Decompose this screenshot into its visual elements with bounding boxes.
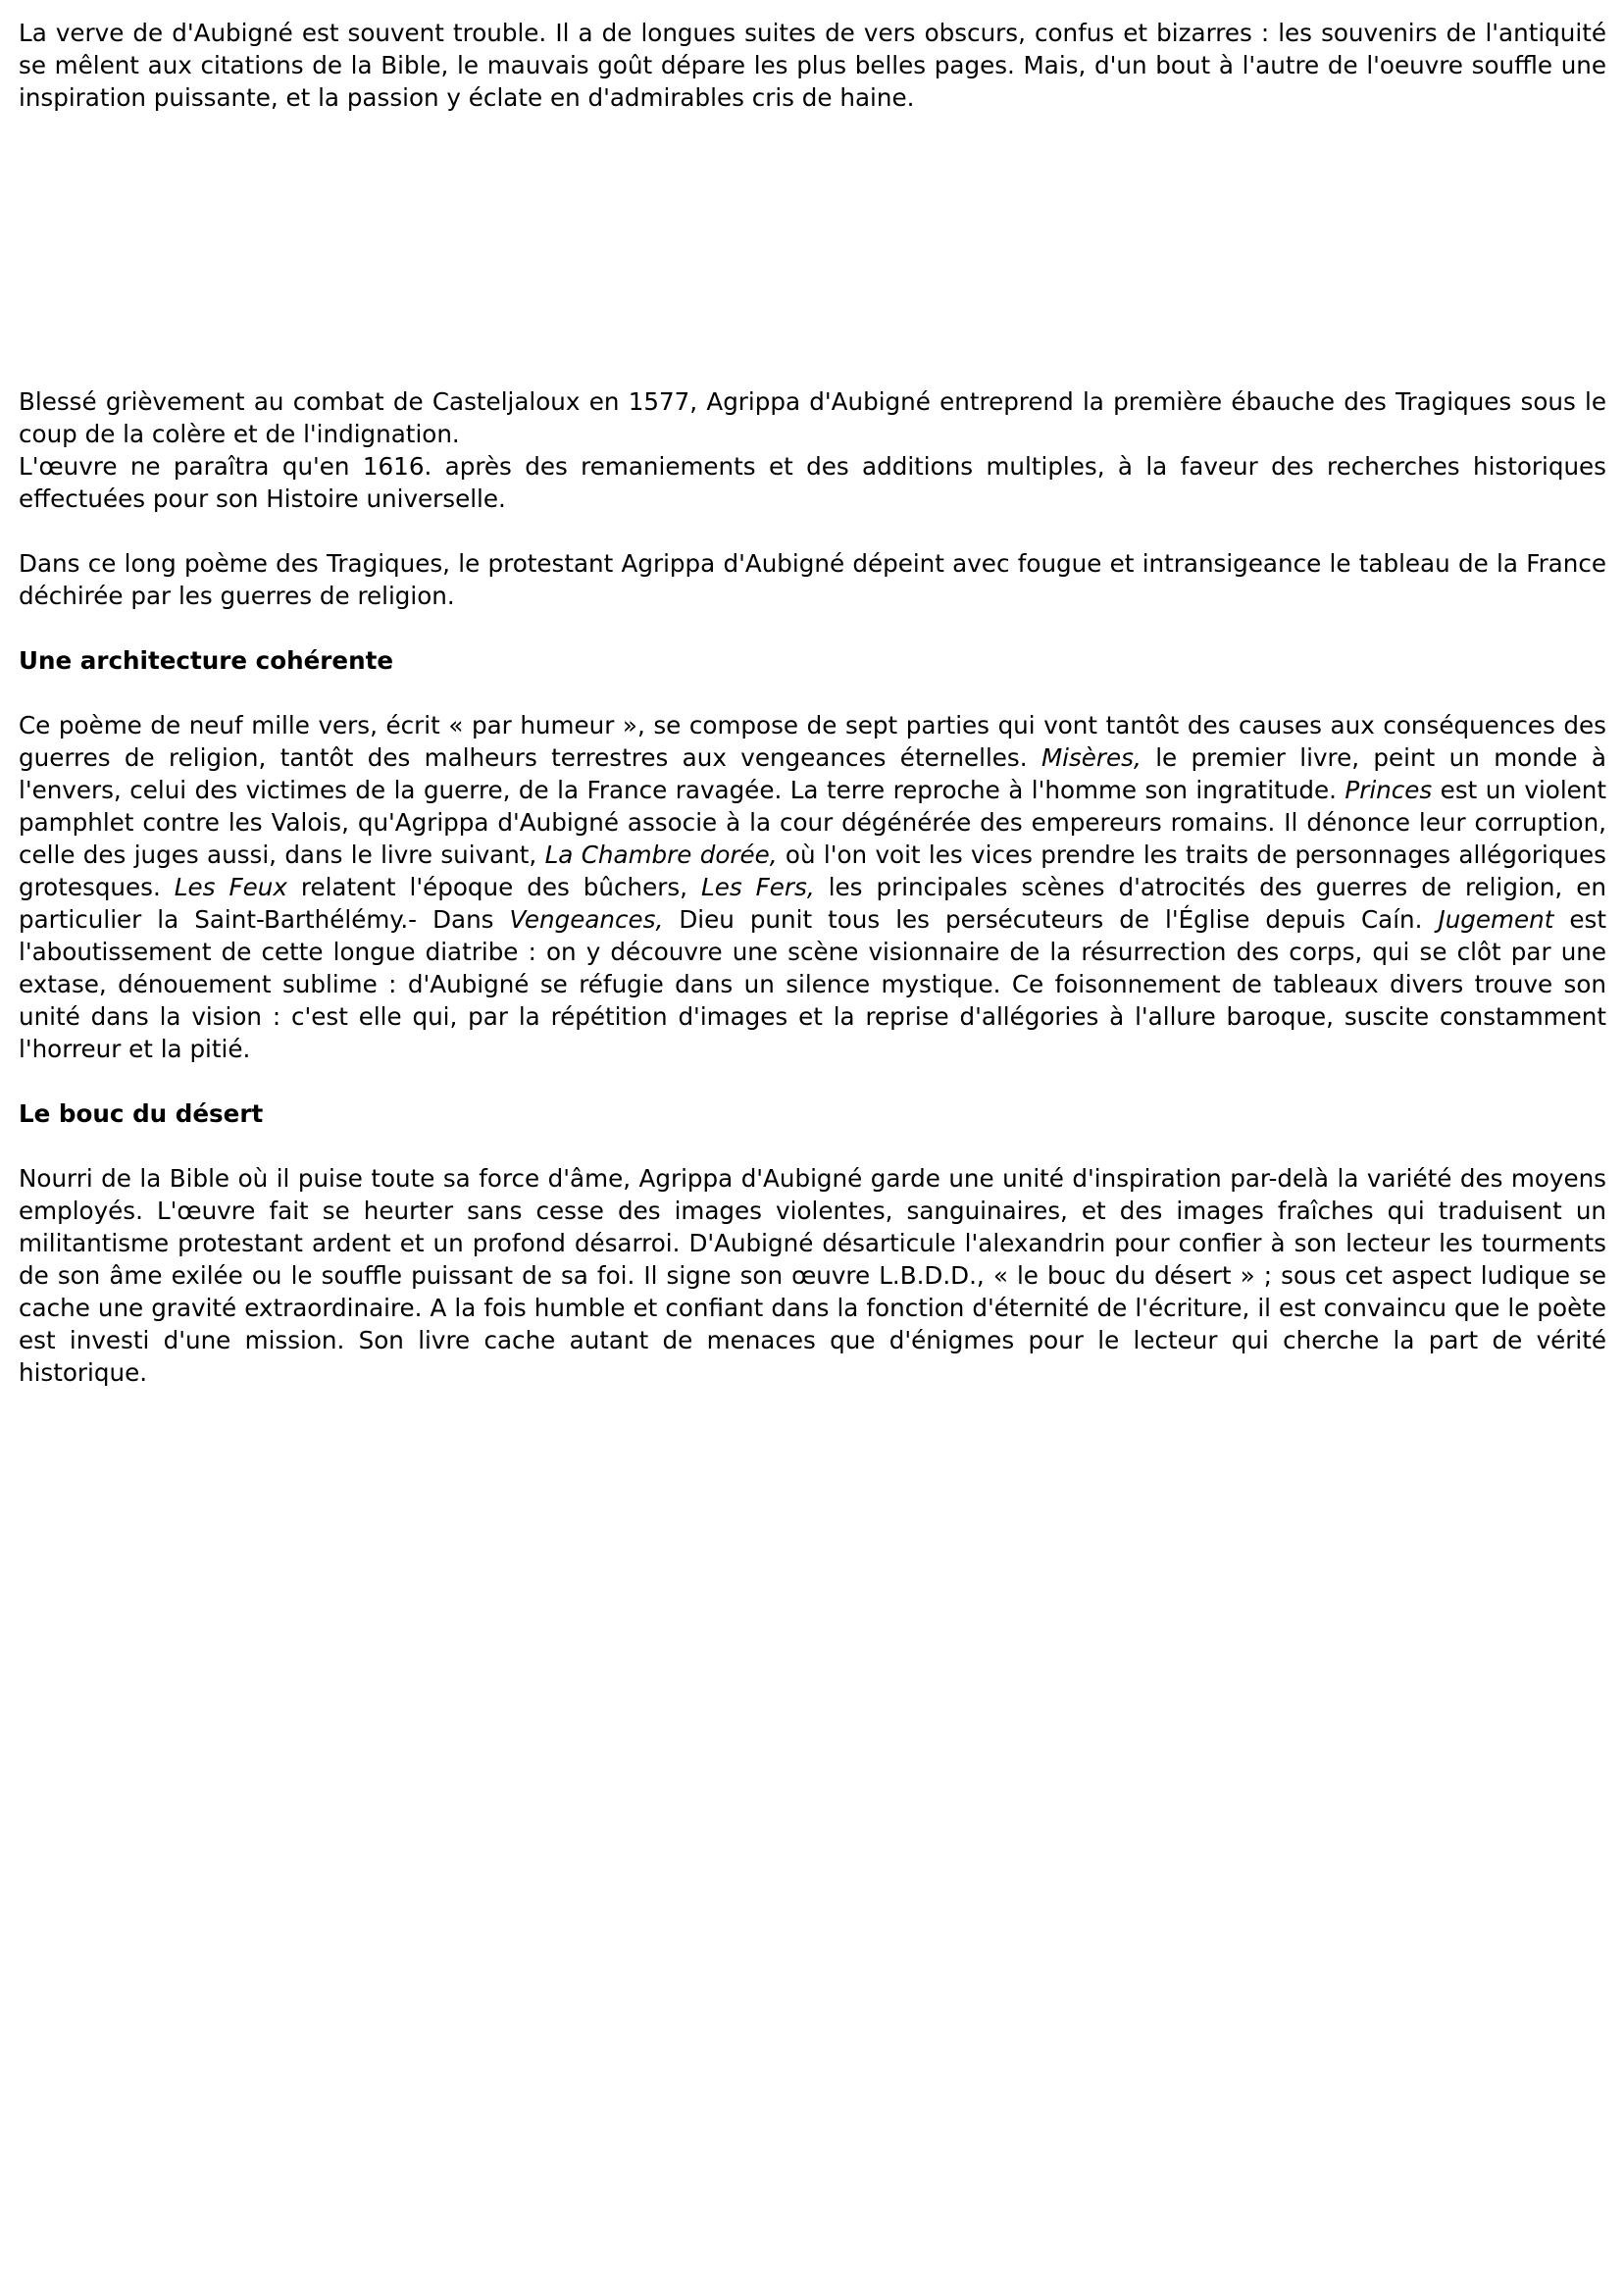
architecture-paragraph bbox=[19, 709, 1606, 1065]
context-line-2: L'œuvre ne paraîtra qu'en 1616. après des remaniements et des additions multiples, à la faveur des recherches historiques effectuées pour son Histoire universelle. bbox=[19, 452, 1606, 513]
title-princes: Princes bbox=[1345, 776, 1433, 804]
bouc-paragraph: Nourri de la Bible où il puise toute sa force d'âme, Agrippa d'Aubigné garde une unité d'inspiration par-delà la variété des moyens employés. L'œuvre fait se heurter sans cesse des images violentes, sanguinaires, et des images fraîches qui traduisent un militantisme protestant ardent et un profond désarroi. D'Aubigné désarticule l'alexandrin pour confier à son lecteur les tourments de son âme exilée ou le souffle puissant de sa foi. Il signe son œuvre L.B.D.D., « le bouc du désert » ; sous cet aspect ludique se cache une gravité extraordinaire. A la fois humble et confiant dans la fonction d'éternité de l'écriture, il est convaincu que le poète est investi d'une mission. Son livre cache autant de menaces que d'énigmes pour le lecteur qui cherche la part de vérité historique. bbox=[19, 1164, 1606, 1387]
text-span: Ce poème de neuf mille vers, écrit « par humeur », se compose de sept parties qui vont tantôt des causes aux conséquences des guerres de religion, tantôt des malheurs terrestres aux vengeances éternelles. bbox=[19, 711, 1606, 772]
section-heading-architecture: Une architecture cohérente bbox=[19, 646, 394, 675]
spacer bbox=[19, 677, 1606, 709]
title-vengeances: Vengeances, bbox=[509, 905, 664, 934]
text-span: relatent l'époque des bûchers, bbox=[286, 873, 701, 901]
main-text bbox=[19, 385, 1606, 1389]
context-paragraph-2: Dans ce long poème des Tragiques, le protestant Agrippa d'Aubigné dépeint avec fougue et intransigeance le tableau de la France déchirée par les guerres de religion. bbox=[19, 549, 1606, 610]
title-chambre-doree: La Chambre dorée, bbox=[544, 841, 778, 869]
text-span: est un violent pamphlet contre les Valois, qu'Agrippa d'Aubigné associe à la cour dégénérée des empereurs romains. Il dénonce leur corruption, celle des juges aussi, dans le livre suivant, bbox=[19, 776, 1607, 869]
spacer bbox=[19, 1065, 1606, 1097]
spacer bbox=[19, 515, 1606, 547]
title-les-fers: Les Fers, bbox=[701, 873, 815, 901]
title-jugement: Jugement bbox=[1438, 905, 1554, 934]
title-miseres: Misères, bbox=[1040, 743, 1142, 772]
intro-paragraph: La verve de d'Aubigné est souvent trouble. Il a de longues suites de vers obscurs, confus et bizarres : les souvenirs de l'antiquité se mêlent aux citations de la Bible, le mauvais goût dépare les plus belles pages. Mais, d'un bout à l'autre de l'oeuvre souffle une inspiration puissante, et la passion y éclate en d'admirables cris de haine. bbox=[19, 19, 1606, 112]
spacer bbox=[19, 612, 1606, 644]
text-span: où l'on voit les vices prendre les traits de personnages allégoriques grotesques. bbox=[19, 841, 1606, 901]
title-les-feux: Les Feux bbox=[174, 873, 287, 901]
spacer bbox=[19, 1130, 1606, 1162]
text-span: le premier livre, peint un monde à l'envers, celui des victimes de la guerre, de la France ravagée. La terre reproche à l'homme son ingratitude. bbox=[19, 743, 1606, 804]
section-heading-bouc: Le bouc du désert bbox=[19, 1099, 264, 1128]
text-span: est l'aboutissement de cette longue diatribe : on y découvre une scène visionnaire de la résurrection des corps, qui se clôt par une extase, dénouement sublime : d'Aubigné se réfugie dans un silence mystique. Ce foisonnement de tableaux divers trouve son unité dans la vision : c'est elle qui, par la répétition d'images et la reprise d'allégories à l'allure baroque, suscite constamment l'horreur et la pitié. bbox=[19, 905, 1606, 1063]
text-span: Dieu punit tous les persécuteurs de l'Église depuis Caín. bbox=[663, 905, 1439, 934]
context-line-1: Blessé grièvement au combat de Casteljaloux en 1577, Agrippa d'Aubigné entreprend la première ébauche des Tragiques sous le coup de la colère et de l'indignation. bbox=[19, 387, 1606, 448]
text-span: les principales scènes d'atrocités des guerres de religion, en particulier la Saint-Barthélémy.- Dans bbox=[19, 873, 1606, 934]
